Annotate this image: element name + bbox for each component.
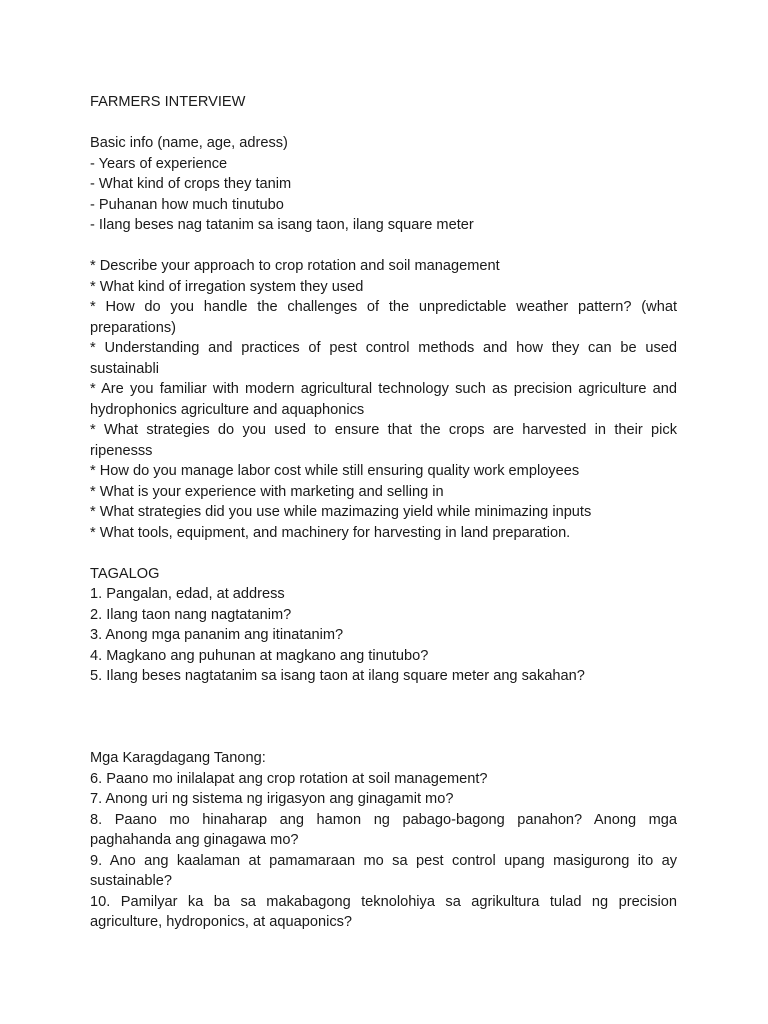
tagalog-item: 1. Pangalan, edad, at address (90, 586, 285, 602)
tagalog-item: 3. Anong mga pananim ang itinatanim? (90, 627, 344, 643)
document-title: FARMERS INTERVIEW (90, 94, 246, 110)
additional-item: 10. Pamilyar ka ba sa makabagong teknolohiya sa agrikultura tulad ng precision agriculture, hydroponics, at aquaponics? (90, 893, 677, 930)
additional-item: 8. Paano mo hinaharap ang hamon ng pabago-bagong panahon? Anong mga paghahanda ang ginagawa mo? (90, 811, 677, 848)
document-page (90, 92, 677, 933)
question-item: * Are you familiar with modern agricultural technology such as precision agriculture and hydrophonics agriculture and aquaphonics (90, 381, 677, 418)
additional-item: 6. Paano mo inilalapat ang crop rotation at soil management? (90, 770, 488, 787)
basic-info-line: - What kind of crops they tanim (90, 176, 292, 192)
question-item: * Describe your approach to crop rotation and soil management (90, 258, 500, 274)
question-item: * What tools, equipment, and machinery for harvesting in land preparation. (90, 524, 571, 541)
basic-info-line: - Ilang beses nag tatanim sa isang taon, ilang square meter (90, 217, 474, 233)
tagalog-heading: TAGALOG (90, 565, 160, 582)
spacer (90, 543, 677, 564)
basic-info-section (90, 133, 677, 236)
additional-heading: Mga Karagdagang Tanong: (90, 750, 266, 766)
spacer (90, 236, 677, 257)
question-item: * What kind of irregation system they used (90, 278, 364, 295)
spacer (90, 687, 677, 749)
additional-item: 7. Anong uri ng sistema ng irigasyon ang ginagamit mo? (90, 791, 454, 807)
tagalog-item: 5. Ilang beses nagtatanim sa isang taon at ilang square meter ang sakahan? (90, 668, 585, 684)
question-item: * What is your experience with marketing and selling in (90, 483, 444, 500)
additional-item: 9. Ano ang kaalaman at pamamaraan mo sa pest control upang masigurong ito ay sustainable? (90, 852, 677, 889)
question-item: * Understanding and practices of pest control methods and how they can be used sustainabli (90, 340, 677, 377)
basic-info-line: Basic info (name, age, adress) (90, 135, 288, 151)
spacer (90, 113, 677, 134)
basic-info-line: - Puhanan how much tinutubo (90, 196, 284, 213)
question-item: * What strategies do you used to ensure that the crops are harvested in their pick ripenesss (90, 422, 677, 459)
tagalog-item: 4. Magkano ang puhunan at magkano ang tinutubo? (90, 647, 429, 664)
basic-info-line: - Years of experience (90, 155, 228, 172)
question-item: * How do you manage labor cost while still ensuring quality work employees (90, 463, 580, 479)
tagalog-section (90, 564, 677, 687)
tagalog-item: 2. Ilang taon nang nagtatanim? (90, 606, 292, 623)
questions-section (90, 256, 677, 543)
additional-questions-section (90, 748, 677, 933)
question-item: * What strategies did you use while mazimazing yield while minimazing inputs (90, 504, 592, 520)
question-item: * How do you handle the challenges of the unpredictable weather pattern? (what preparations) (90, 299, 677, 336)
